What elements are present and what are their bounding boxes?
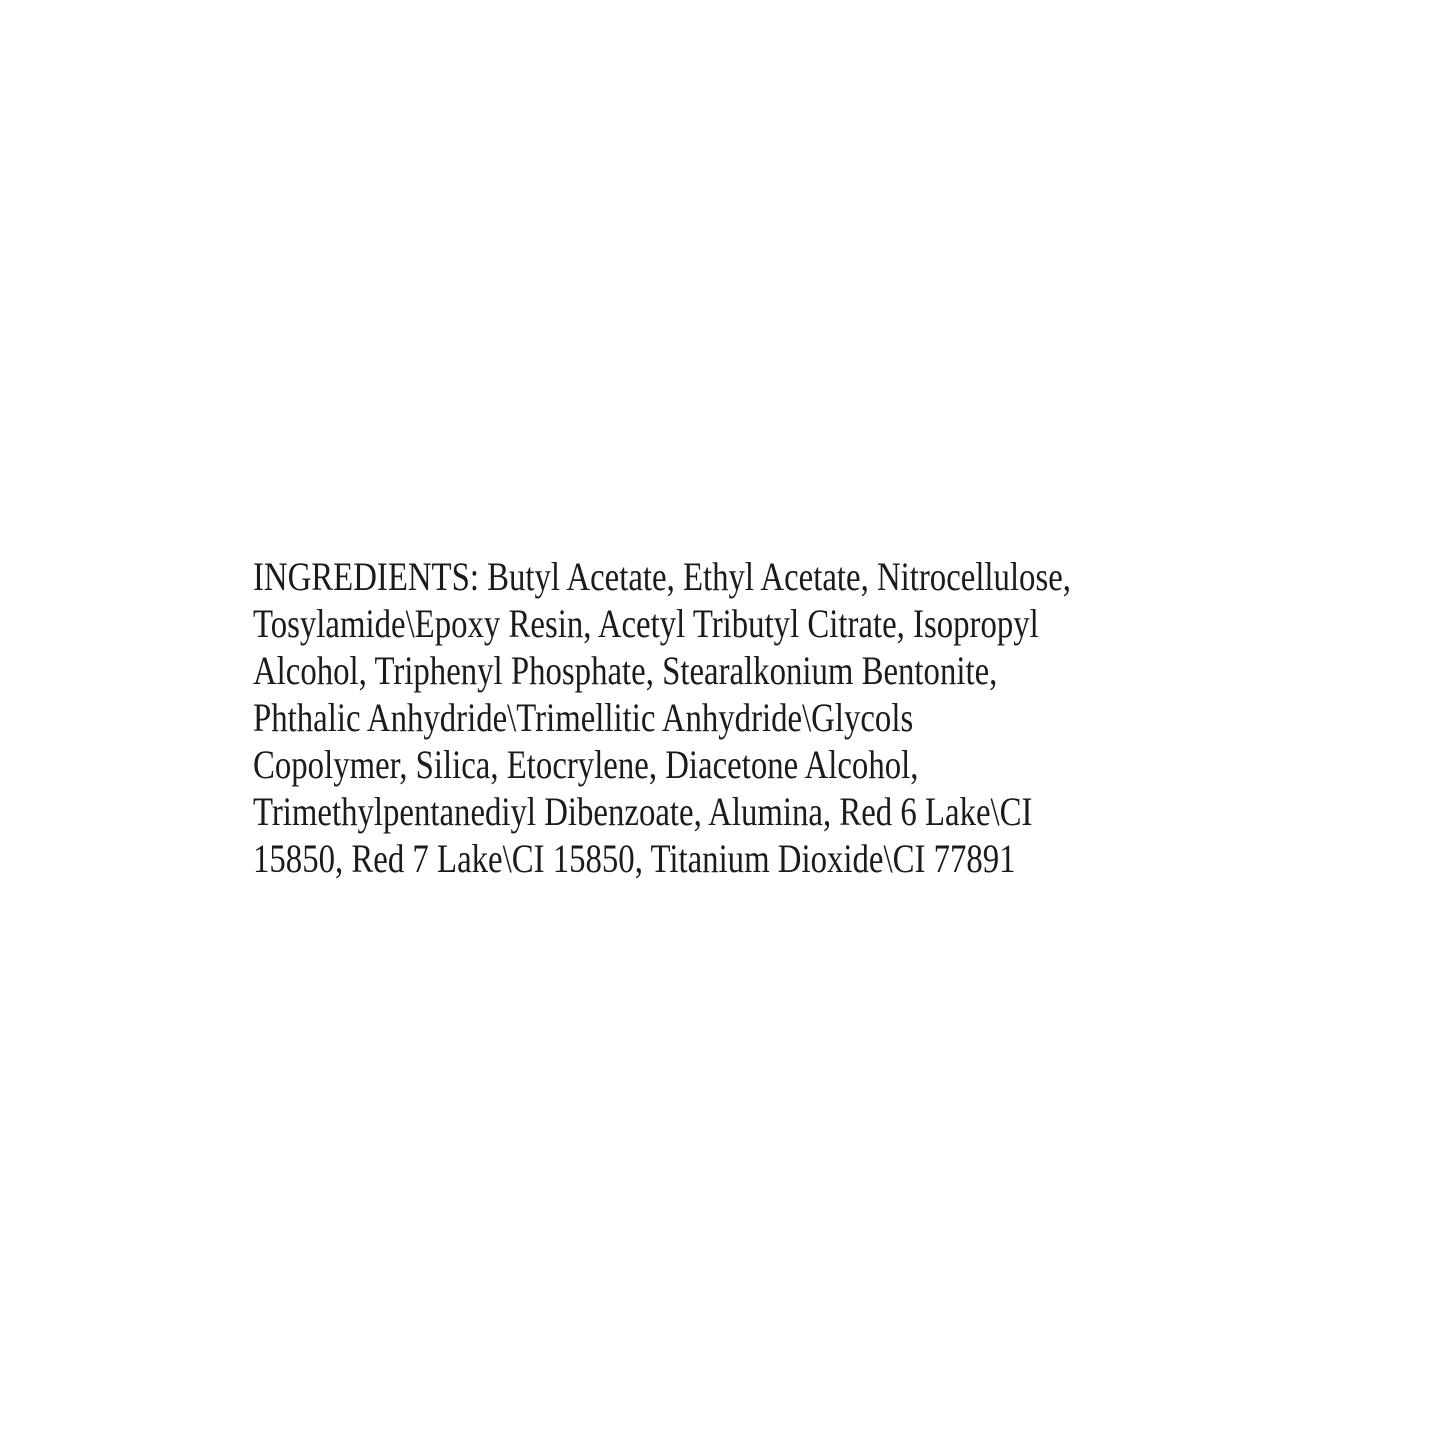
ingredients-line: Trimethylpentanediyl Dibenzoate, Alumina, Red 6 Lake\CI <box>253 789 1033 834</box>
ingredients-line: Alcohol, Triphenyl Phosphate, Stearalkonium Bentonite, <box>253 648 998 693</box>
ingredients-text-block <box>253 553 1237 882</box>
ingredients-line: Tosylamide\Epoxy Resin, Acetyl Tributyl Citrate, Isopropyl <box>253 601 1039 646</box>
ingredients-line: Phthalic Anhydride\Trimellitic Anhydride\Glycols <box>253 695 914 740</box>
ingredients-line: Copolymer, Silica, Etocrylene, Diacetone Alcohol, <box>253 742 919 787</box>
ingredients-line: 15850, Red 7 Lake\CI 15850, Titanium Dioxide\CI 77891 <box>253 836 1016 881</box>
ingredients-line: INGREDIENTS: Butyl Acetate, Ethyl Acetate, Nitrocellulose, <box>253 554 1071 599</box>
